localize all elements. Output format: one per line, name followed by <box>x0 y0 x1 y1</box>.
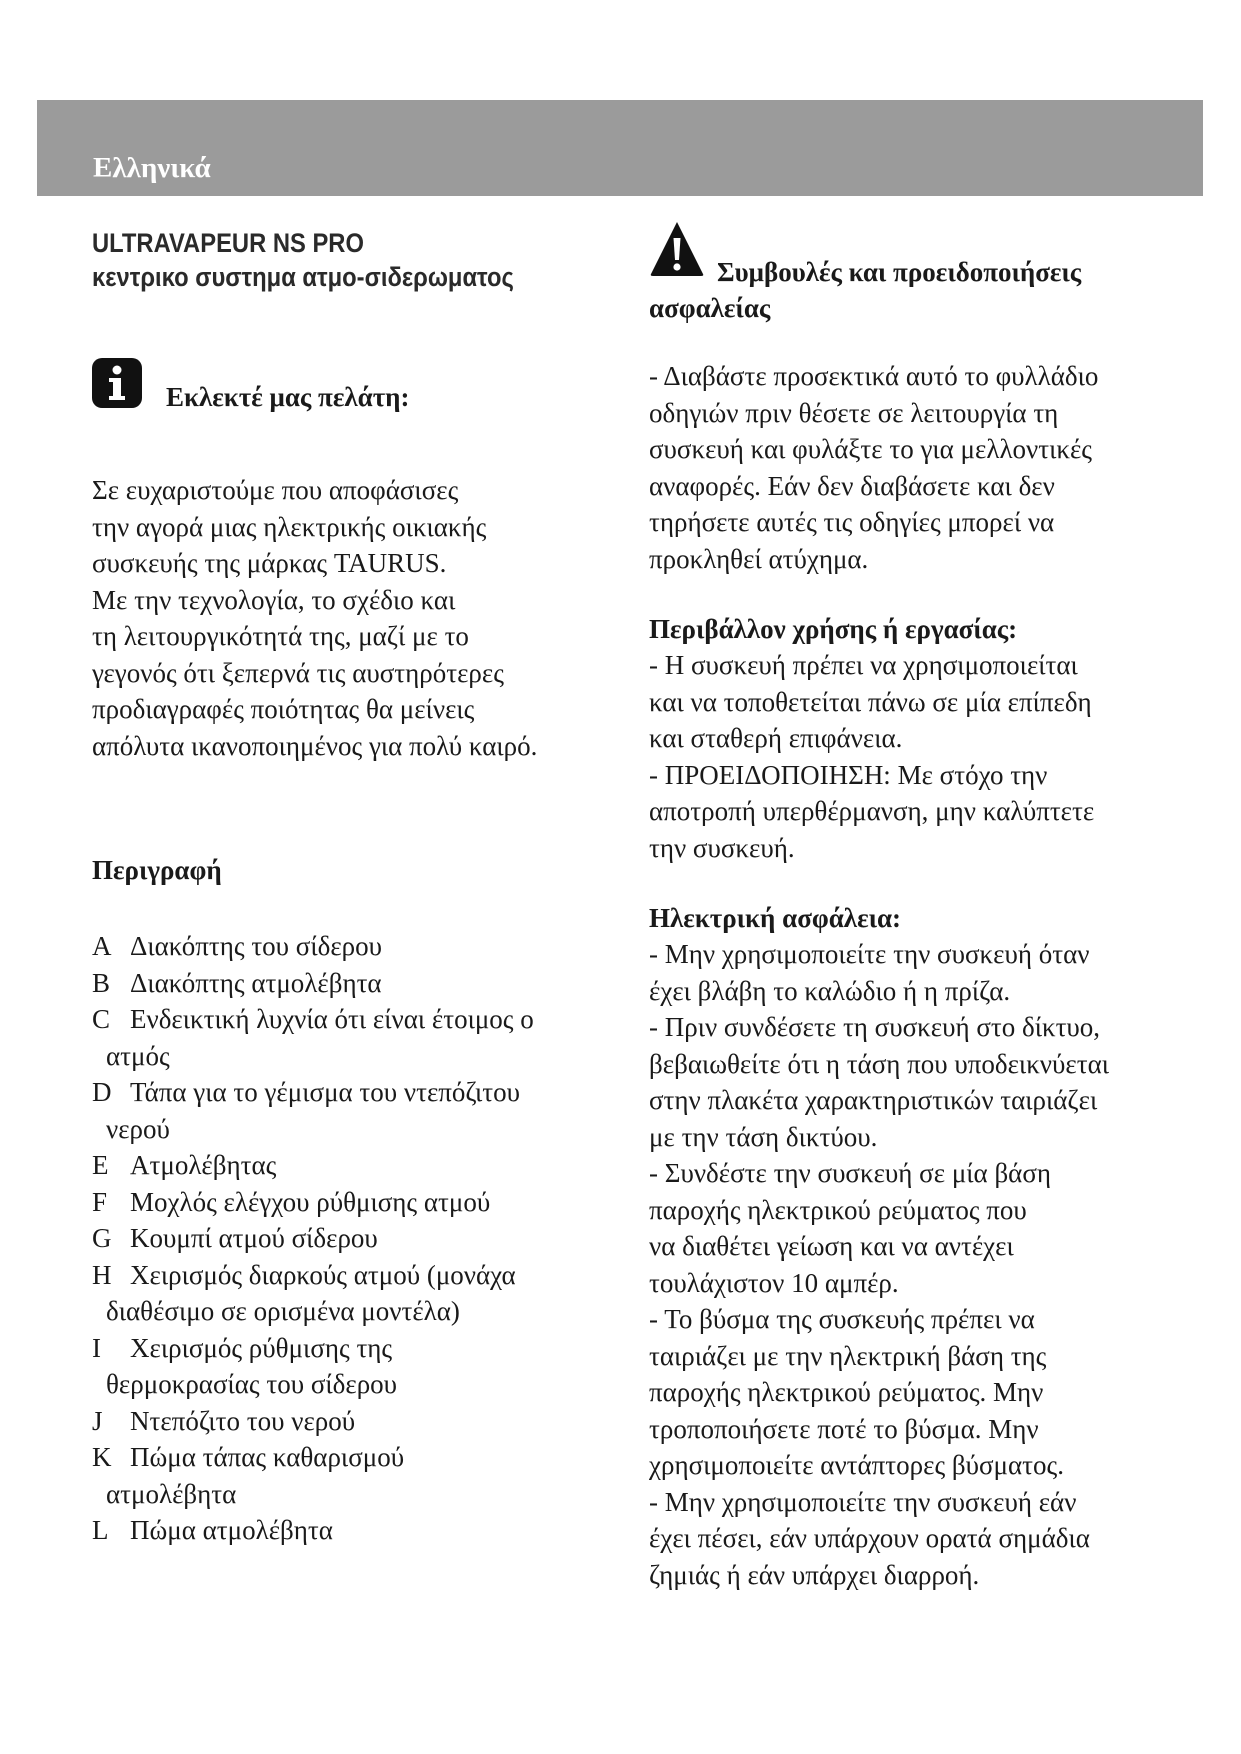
safety-line: - Μην χρησιμοποιείτε την συσκευή εάν <box>649 1486 1077 1517</box>
part-letter: B <box>92 967 111 998</box>
list-item <box>92 965 612 1002</box>
info-icon <box>92 358 142 408</box>
electrical-title: Ηλεκτρική ασφάλεια: <box>649 903 902 933</box>
safety-line: - Η συσκευή πρέπει να χρησιμοποιείται <box>649 650 1078 680</box>
part-text: Ενδεικτική λυχνία ότι είναι έτοιμος ο <box>130 1004 534 1034</box>
part-text: Διακόπτης του σίδερου <box>130 931 383 961</box>
part-text: Μοχλός ελέγχου ρύθμισης ατμού <box>130 1186 491 1217</box>
part-letter: J <box>92 1405 103 1436</box>
safety-line: στην πλακέτα χαρακτηριστικών ταιριάζει <box>649 1085 1098 1115</box>
list-item <box>92 1184 612 1221</box>
safety-line: παροχής ηλεκτρικού ρεύματος που <box>649 1194 1027 1225</box>
part-letter: D <box>92 1077 112 1107</box>
greeting-title: Εκλεκτέ μας πελάτη: <box>166 382 410 412</box>
language-banner <box>37 100 1203 196</box>
part-letter: H <box>92 1259 112 1290</box>
part-text: Ντεπόζιτο του νερού <box>130 1405 356 1436</box>
safety-line: με την τάση δικτύου. <box>649 1121 878 1152</box>
part-text: Κουμπί ατμού σίδερου <box>130 1223 378 1253</box>
safety-header <box>649 220 1169 323</box>
part-text-continued: νερού <box>106 1113 170 1144</box>
safety-line: χρησιμοποιείτε αντάπτορες βύσματος. <box>649 1450 1064 1480</box>
language-title: Ελληνικά <box>93 152 211 184</box>
greeting-line: την αγορά μιας ηλεκτρικής οικιακής <box>92 511 487 542</box>
part-letter: E <box>92 1150 109 1180</box>
list-item <box>92 1147 612 1184</box>
safety-line: συσκευή και φυλάξτε το για μελλοντικές <box>649 434 1092 464</box>
greeting-line: προδιαγραφές ποιότητας θα μείνεις <box>92 694 475 724</box>
safety-line: οδηγιών πριν θέσετε σε λειτουργία τη <box>649 397 1059 428</box>
safety-line: και να τοποθετείται πάνω σε μία επίπεδη <box>649 686 1092 717</box>
safety-line: - Συνδέστε την συσκευή σε μία βάση <box>649 1158 1052 1188</box>
safety-line: - Μην χρησιμοποιείτε την συσκευή όταν <box>649 939 1090 969</box>
list-item <box>92 1330 612 1403</box>
safety-line: να διαθέτει γείωση και να αντέχει <box>649 1231 1014 1261</box>
safety-line: προκληθεί ατύχημα. <box>649 543 869 574</box>
part-text: Χειρισμός διαρκούς ατμού (μονάχα <box>130 1259 516 1290</box>
safety-title-line-2: ασφαλείας <box>649 293 771 323</box>
safety-title-line-1: Συμβουλές και προειδοποιήσεις <box>717 257 1082 287</box>
list-item <box>92 1403 612 1440</box>
part-text: Πώμα τάπας καθαρισμού <box>130 1442 405 1472</box>
environment-section <box>649 611 1169 866</box>
greeting-text <box>92 472 612 764</box>
safety-line: τουλάχιστον 10 αμπέρ. <box>649 1267 899 1298</box>
list-item <box>92 1001 612 1074</box>
safety-line: ζημιάς ή εάν υπάρχει διαρροή. <box>649 1559 980 1590</box>
parts-list <box>92 928 612 1549</box>
part-letter: A <box>92 931 112 961</box>
safety-line: έχει πέσει, εάν υπάρχουν ορατά σημάδια <box>649 1523 1090 1553</box>
product-subtitle: κεντρικο συστημα ατμο-σιδερωματος <box>92 262 514 292</box>
safety-line: την συσκευή. <box>649 832 795 863</box>
right-column <box>649 220 1169 1593</box>
greeting-line: Σε ευχαριστούμε που αποφάσισες <box>92 475 459 505</box>
list-item <box>92 1074 612 1147</box>
part-text-continued: ατμός <box>106 1040 170 1071</box>
warning-triangle-icon <box>649 220 705 278</box>
safety-line: - Το βύσμα της συσκευής πρέπει να <box>649 1304 1035 1334</box>
safety-line: - ΠΡΟΕΙΔΟΠΟΙΗΣΗ: Με στόχο την <box>649 759 1048 790</box>
electrical-section <box>649 900 1169 1593</box>
description-title: Περιγραφή <box>92 855 222 885</box>
safety-line: βεβαιωθείτε ότι η τάση που υποδεικνύεται <box>649 1048 1109 1079</box>
part-text: Τάπα για το γέμισμα του ντεπόζιτου <box>130 1077 520 1107</box>
safety-line: αποτροπή υπερθέρμανση, μην καλύπτετε <box>649 796 1095 826</box>
safety-line: τροποποιήσετε ποτέ το βύσμα. Μην <box>649 1413 1039 1444</box>
safety-intro <box>649 358 1169 577</box>
part-letter: C <box>92 1004 111 1034</box>
safety-line: παροχής ηλεκτρικού ρεύματος. Μην <box>649 1377 1044 1407</box>
safety-line: - Διαβάστε προσεκτικά αυτό το φυλλάδιο <box>649 361 1099 391</box>
safety-line: αναφορές. Εάν δεν διαβάσετε και δεν <box>649 470 1055 501</box>
part-text: Χειρισμός ρύθμισης της <box>130 1332 393 1363</box>
part-letter: I <box>92 1332 101 1363</box>
part-letter: G <box>92 1223 112 1253</box>
part-letter: L <box>92 1515 109 1545</box>
part-text-continued: θερμοκρασίας του σίδερου <box>106 1369 398 1399</box>
list-item <box>92 1257 612 1330</box>
part-text: Πώμα ατμολέβητα <box>130 1515 333 1545</box>
list-item <box>92 1439 612 1512</box>
greeting-line: συσκευής της μάρκας TAURUS. <box>92 548 447 578</box>
environment-title: Περιβάλλον χρήσης ή εργασίας: <box>649 614 1018 644</box>
greeting-line: απόλυτα ικανοποιημένος για πολύ καιρό. <box>92 730 538 761</box>
greeting-line: Με την τεχνολογία, το σχέδιο και <box>92 584 456 615</box>
product-name: ULTRAVAPEUR NS PRO <box>92 228 364 258</box>
part-letter: K <box>92 1442 112 1472</box>
part-text: Ατμολέβητας <box>130 1150 277 1180</box>
part-text-continued: διαθέσιμο σε ορισμένα μοντέλα) <box>106 1296 460 1326</box>
left-column <box>92 226 612 1549</box>
list-item <box>92 1220 612 1257</box>
safety-line: ταιριάζει με την ηλεκτρική βάση της <box>649 1340 1047 1371</box>
safety-line: και σταθερή επιφάνεια. <box>649 723 903 753</box>
greeting-line: γεγονός ότι ξεπερνά τις αυστηρότερες <box>92 657 504 688</box>
list-item <box>92 1512 612 1549</box>
safety-line: - Πριν συνδέσετε τη συσκευή στο δίκτυο, <box>649 1012 1101 1042</box>
list-item <box>92 928 612 965</box>
part-text: Διακόπτης ατμολέβητα <box>130 967 382 998</box>
greeting-line: τη λειτουργικότητά της, μαζί με το <box>92 621 469 651</box>
part-text-continued: ατμολέβητα <box>106 1478 237 1509</box>
safety-line: τηρήσετε αυτές τις οδηγίες μπορεί να <box>649 507 1055 537</box>
part-letter: F <box>92 1186 108 1217</box>
safety-line: έχει βλάβη το καλώδιο ή η πρίζα. <box>649 975 1011 1006</box>
greeting-header <box>92 358 612 418</box>
